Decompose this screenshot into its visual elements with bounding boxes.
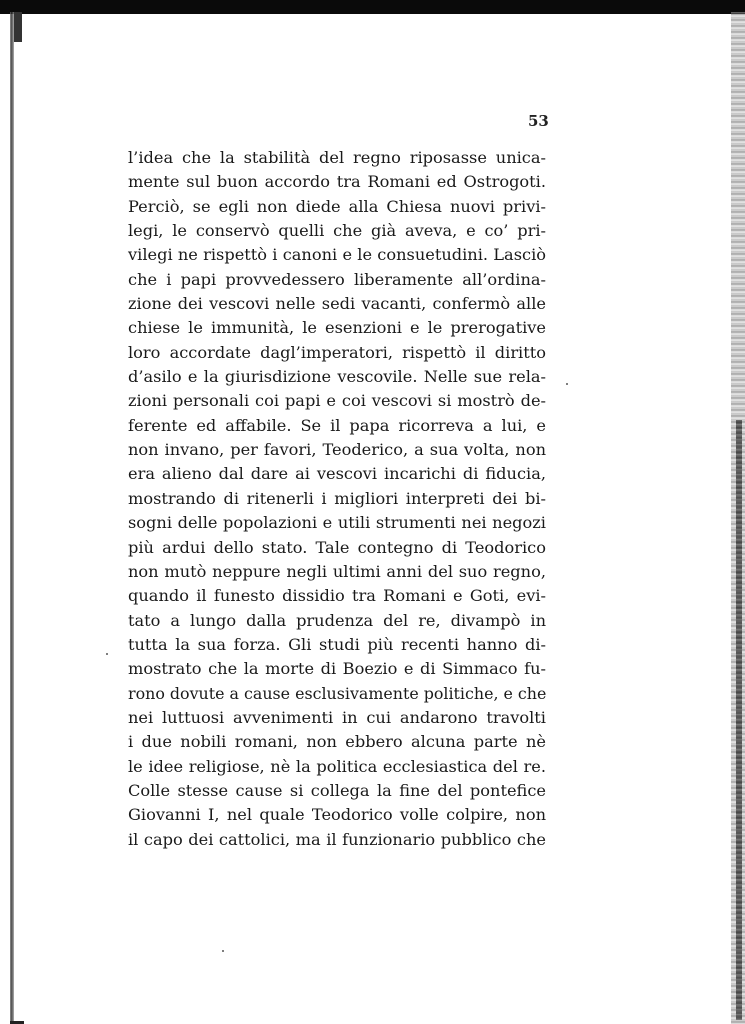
text-line: loro accordate dagl’imperatori, rispettò il diritto	[128, 342, 546, 362]
text-line: Perciò, se egli non diede alla Chiesa nuovi privi-	[128, 196, 546, 216]
scan-right-edge-shadow	[736, 420, 742, 1020]
scan-left-edge	[10, 12, 14, 1022]
text-line: tutta la sua forza. Gli studi più recenti hanno di-	[128, 634, 546, 654]
text-line: il capo dei cattolici, ma il funzionario pubblico che	[128, 829, 546, 849]
text-line: mostrato che la morte di Boezio e di Simmaco fu-	[128, 659, 546, 679]
text-line: vilegi ne rispettò i canoni e le consuetudini. Lasciò	[128, 245, 546, 265]
page-number: 53	[528, 112, 549, 130]
text-line: zione dei vescovi nelle sedi vacanti, confermò alle	[128, 294, 546, 314]
text-line: ferente ed affabile. Se il papa ricorreva a lui, e	[128, 415, 546, 435]
text-line: i due nobili romani, non ebbero alcuna parte nè	[128, 732, 546, 752]
scan-speck	[106, 653, 108, 655]
scan-left-edge-mark	[14, 12, 22, 42]
text-line: più ardui dello stato. Tale contegno di Teodorico	[128, 537, 546, 557]
text-line: quando il funesto dissidio tra Romani e Goti, evi-	[128, 586, 546, 606]
text-line: chiese le immunità, le esenzioni e le prerogative	[128, 318, 546, 338]
text-line: d’asilo e la giurisdizione vescovile. Nelle sue rela-	[128, 367, 546, 387]
text-line: Colle stesse cause si collega la fine del pontefice	[128, 780, 546, 800]
body-text	[128, 146, 546, 852]
text-line: non mutò neppure negli ultimi anni del suo regno,	[128, 561, 546, 581]
scan-speck	[566, 383, 568, 385]
text-line: le idee religiose, nè la politica ecclesiastica del re.	[128, 756, 546, 776]
scan-top-border	[0, 0, 745, 14]
text-line: mostrando di ritenerli i migliori interpreti dei bi-	[128, 488, 546, 508]
text-line: era alieno dal dare ai vescovi incarichi di fiducia,	[128, 464, 546, 484]
text-line: non invano, per favori, Teoderico, a sua volta, non	[128, 440, 546, 460]
scan-speck	[222, 950, 224, 952]
text-line: rono dovute a cause esclusivamente politiche, e che	[128, 683, 547, 703]
text-line: nei luttuosi avvenimenti in cui andarono travolti	[128, 707, 546, 727]
text-line: zioni personali coi papi e coi vescovi si mostrò de-	[128, 391, 546, 411]
text-line: tato a lungo dalla prudenza del re, divampò in	[128, 610, 546, 630]
text-line: legi, le conservò quelli che già aveva, e co’ pri-	[128, 221, 546, 241]
text-line: l’idea che la stabilità del regno riposasse unica-	[128, 148, 546, 167]
text-line: Giovanni I, nel quale Teodorico volle colpire, non	[128, 805, 546, 825]
text-line: sogni delle popolazioni e utili strumenti nei negozi	[128, 513, 546, 533]
text-line: che i papi provvedessero liberamente all’ordina-	[128, 269, 546, 289]
text-line: mente sul buon accordo tra Romani ed Ostrogoti.	[128, 172, 546, 192]
